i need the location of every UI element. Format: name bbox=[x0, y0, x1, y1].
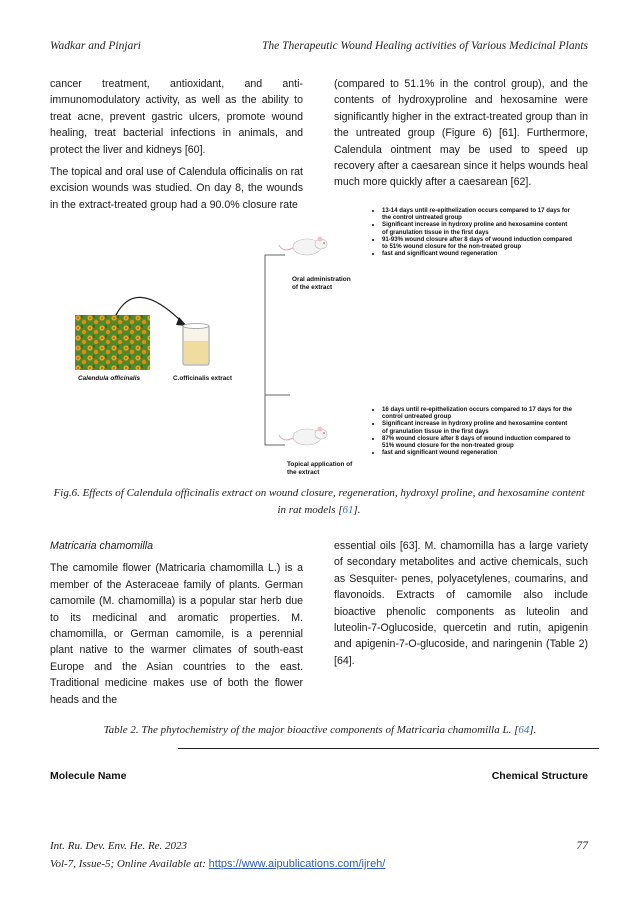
caption-text: ]. bbox=[529, 724, 537, 736]
paragraph: (compared to 51.1% in the control group), and the contents of hydroxyproline and hexosamine were significantly higher in the extract-treated group than in the untreated group (Figure 6) [61]. Furthermore, Calendula ointment may be used to speed up recovery after a caesarean since it helps wounds heal much more quickly after a caesarean [62]. bbox=[334, 78, 588, 189]
footer-volume bbox=[50, 858, 385, 870]
list-item: • 13-14 days until re-epithelization occurs compared to 17 days for the control untreated group bbox=[382, 207, 573, 221]
topical-label bbox=[287, 461, 352, 477]
caption-text: Table 2. The phytochemistry of the major bioactive components of Matricaria chamomilla L. [ bbox=[103, 724, 519, 736]
extract-beaker-icon bbox=[183, 324, 209, 366]
table-caption bbox=[60, 722, 580, 739]
calendula-plant-image bbox=[75, 315, 150, 370]
branch-line-oral bbox=[265, 255, 290, 395]
footer-journal: Int. Ru. Dev. Env. He. Re. 2023 bbox=[50, 840, 188, 852]
list-item: • Significant increase in hydroxy proline and hexosamine content of granulation tissue in the first days bbox=[382, 221, 573, 235]
mouse-icon bbox=[279, 427, 327, 446]
running-header-authors: Wadkar and Pinjari bbox=[50, 40, 141, 52]
paragraph: The camomile flower (Matricaria chamomilla L.) is a member of the Asteraceae family of plants. German camomile (M. chamomilla) is a popular star herb due to its medicinal and aromatic properties. M. chamomilla, or German camomile, is a perennial plant native to the warmer climates of south-east Europe and the Asian countries to the east. Traditional medicine makes use of both the flower heads and the bbox=[50, 562, 303, 706]
oral-label-line: of the extract bbox=[292, 284, 333, 291]
citation-link[interactable]: 61 bbox=[342, 504, 354, 516]
figure-caption bbox=[48, 485, 590, 519]
mouse-icon bbox=[279, 237, 327, 256]
paragraph: cancer treatment, antioxidant, and anti-immunomodulatory activity, as well as the ability to treat acne, prevent gastric ulcers, promote wound healing, treat bacterial infections in animals, and protect the liver and kidneys [60]. bbox=[50, 78, 303, 156]
topical-outcomes-list bbox=[373, 406, 573, 456]
list-item: • fast and significant wound regeneration bbox=[382, 449, 573, 456]
running-header-title: The Therapeutic Wound Healing activities of Various Medicinal Plants bbox=[261, 40, 588, 52]
list-item: • Significant increase in hydroxy proline and hexosamine content of granulation tissue in the first days bbox=[382, 420, 573, 434]
bottom-left-column bbox=[50, 538, 303, 714]
figure-6 bbox=[75, 205, 575, 477]
citation-link[interactable]: 64 bbox=[518, 724, 530, 736]
section-subheading: Matricaria chamomilla bbox=[50, 540, 154, 552]
caption-text: ]. bbox=[353, 504, 361, 516]
table-top-rule bbox=[178, 748, 599, 749]
top-left-column bbox=[50, 76, 303, 219]
list-item: • 16 days until re-epithelization occurs compared to 17 days for the control untreated group bbox=[382, 406, 573, 420]
journal-link[interactable]: https://www.aipublications.com/ijreh/ bbox=[208, 858, 386, 870]
caption-text: Fig.6. Effects of Calendula officinalis extract on wound closure, regeneration, hydroxyl proline, and hexosamine content in rat models [ bbox=[53, 487, 585, 516]
bottom-right-column bbox=[334, 538, 588, 675]
oral-outcomes-list bbox=[373, 207, 573, 257]
list-item: • 87% wound closure after 8 days of wound induction compared to 51% wound closure for the non-treated group bbox=[382, 435, 573, 449]
plant-label: Calendula officinalis bbox=[78, 375, 141, 382]
table-header-chemical-structure: Chemical Structure bbox=[491, 770, 588, 782]
topical-label-line: the extract bbox=[287, 469, 320, 476]
oral-label bbox=[292, 276, 351, 292]
extract-label: C.officinalis extract bbox=[173, 375, 232, 382]
paragraph: The topical and oral use of Calendula officinalis on rat excision wounds was studied. On day 8, the wounds in the extract-treated group had a 90.0% closure rate bbox=[50, 166, 303, 211]
paragraph: essential oils [63]. M. chamomilla has a large variety of secondary metabolites and active chemicals, such as Sesquiter- penes, polyacetylenes, coumarins, and flavonoids. Extracts of camomile also include bioactive phenolic components as luteolin and luteolin-7-Oglucoside, quercetin and rutin, apigenin and apigenin-7-O-glucoside, and naringenin (Table 2) [64]. bbox=[334, 540, 588, 667]
top-right-column bbox=[334, 76, 588, 197]
list-item: • fast and significant wound regeneration bbox=[382, 250, 573, 257]
list-item: • 91-93% wound closure after 8 days of wound induction compared to 51% wound closure for the non-treated group bbox=[382, 236, 573, 250]
page-number: 77 bbox=[576, 840, 588, 852]
branch-line-topical bbox=[265, 395, 285, 445]
table-header-molecule-name: Molecule Name bbox=[50, 770, 127, 782]
topical-label-line: Topical application of bbox=[287, 461, 353, 468]
oral-label-line: Oral administration bbox=[292, 276, 351, 283]
footer-volume-text: Vol-7, Issue-5; Online Available at: bbox=[50, 858, 209, 870]
